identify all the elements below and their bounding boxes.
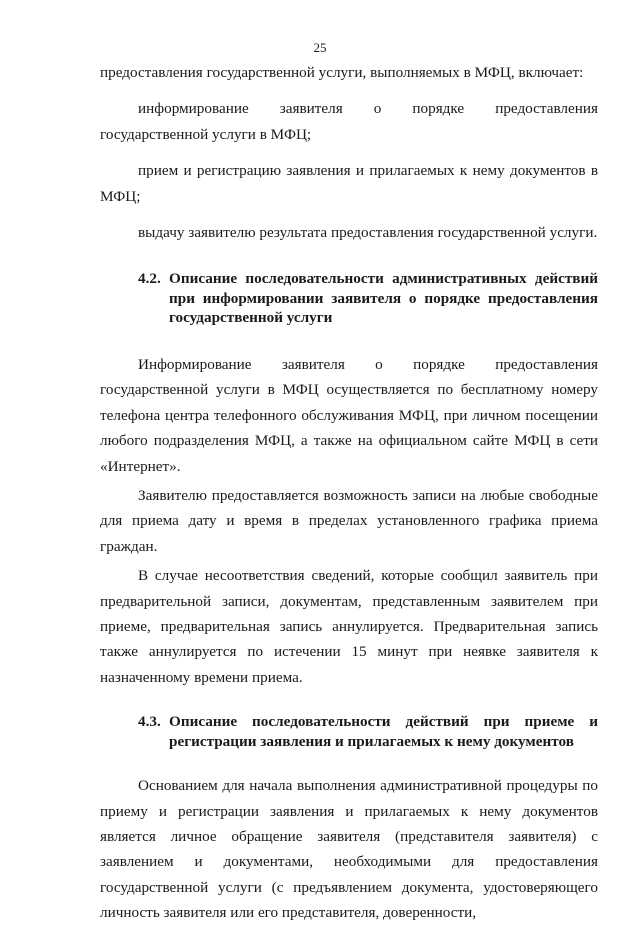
section-heading-4-3 bbox=[100, 712, 598, 751]
section-title: Описание последовательности административных действий при информировании заявителя о порядке предоставления государственной услуги bbox=[169, 270, 598, 327]
paragraph: Информирование заявителя о порядке предоставления государственной услуги в МФЦ осуществляется по бесплатному номеру телефона центра телефонного обслуживания МФЦ, при личном посещении любого подразделения МФЦ, а также на официальном сайте МФЦ в сети «Интернет». bbox=[100, 355, 598, 475]
document-body bbox=[100, 60, 598, 926]
list-item: информирование заявителя о порядке предоставления государственной услуги в МФЦ; bbox=[100, 100, 598, 143]
paragraph: Заявителю предоставляется возможность записи на любые свободные для приема дату и время в пределах установленного графика приема граждан. bbox=[100, 486, 598, 555]
paragraph: В случае несоответствия сведений, которые сообщил заявитель при предварительной записи, документам, представленным заявителем при приеме, предварительная запись аннулируется. Предварительная запись также аннулируется по истечении 15 минут при неявке заявителя к назначенному времени приема. bbox=[100, 567, 598, 686]
list-item: прием и регистрацию заявления и прилагаемых к нему документов в МФЦ; bbox=[100, 162, 598, 205]
section-heading-4-2 bbox=[100, 269, 598, 328]
section-number: 4.2. bbox=[138, 270, 161, 288]
section-title: Описание последовательности действий при приеме и регистрации заявления и прилагаемых к нему документов bbox=[169, 713, 598, 750]
intro-line: предоставления государственной услуги, выполняемых в МФЦ, включает: bbox=[100, 64, 584, 81]
list-item: выдачу заявителю результата предоставления государственной услуги. bbox=[138, 224, 598, 242]
section-number: 4.3. bbox=[138, 713, 161, 731]
paragraph: Основанием для начала выполнения административной процедуры по приему и регистрации заявления и прилагаемых к нему документов является личное обращение заявителя (представителя заявителя) с заявлением и документами, необходимыми для предоставления государственной услуги (с предъявлением документа, удостоверяющего личность заявителя или его представителя, доверенности, bbox=[100, 777, 598, 922]
page-number: 25 bbox=[313, 40, 327, 55]
